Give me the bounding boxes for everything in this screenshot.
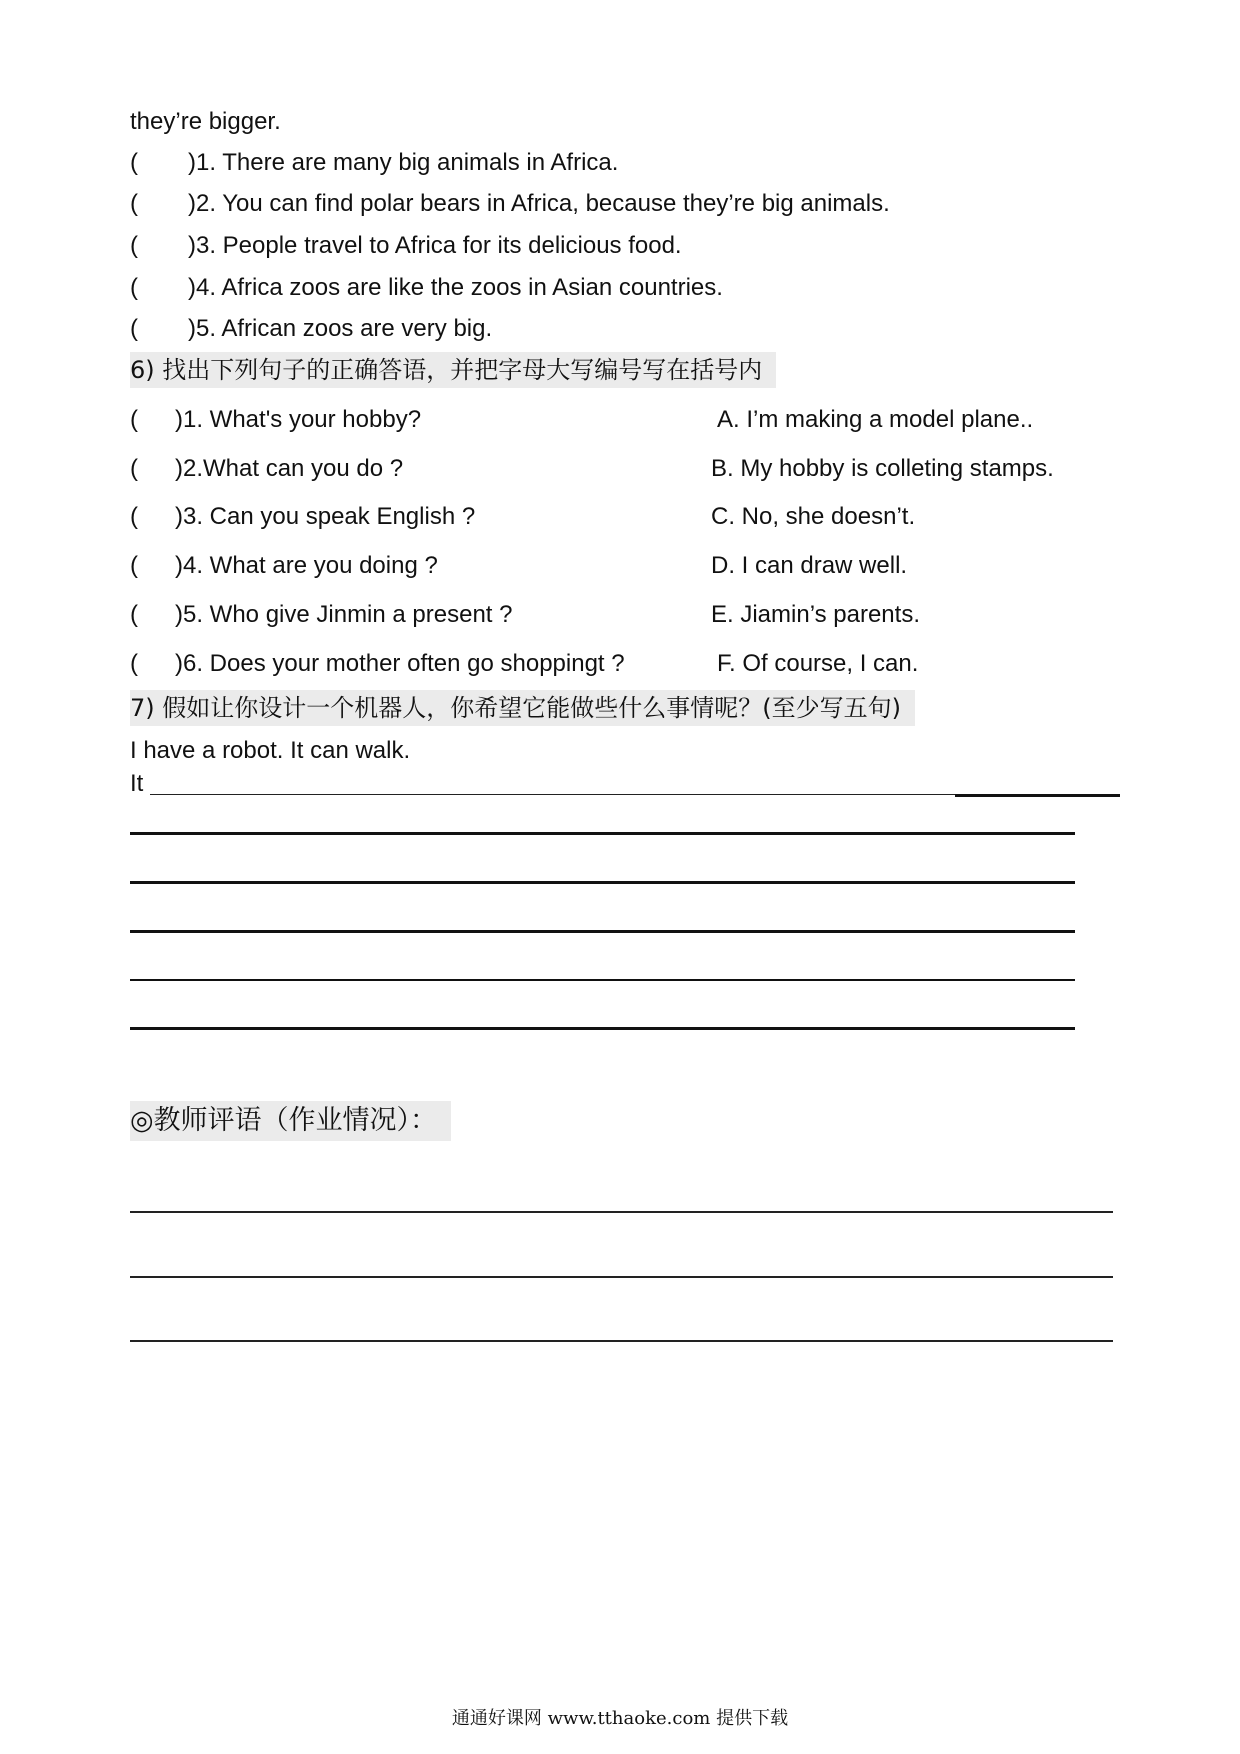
match-answer-f: F. Of course, I can. [717,650,919,677]
tf-question-1: )1. There are many big animals in Africa. [188,149,619,176]
match-answer-d: D. I can draw well. [711,552,908,579]
comment-line[interactable] [130,1211,1113,1213]
writing-line[interactable] [130,979,1075,981]
page-footer: 通通好课网 www.tthaoke.com 提供下载 [451,1708,789,1729]
answer-bracket[interactable]: ( [130,650,138,677]
tf-question-2: )2. You can find polar bears in Africa, because they’re big animals. [188,190,890,217]
writing-line[interactable] [130,832,1075,835]
section6-heading: 6) 找出下列句子的正确答语，并把字母大写编号写在括号内 [130,352,776,388]
match-question-3: )3. Can you speak English ? [175,503,476,530]
match-answer-e: E. Jiamin’s parents. [711,601,920,628]
answer-bracket[interactable]: ( [130,232,138,259]
answer-bracket[interactable]: ( [130,601,138,628]
passage-tail: they’re bigger. [130,108,281,135]
writing-line-first[interactable] [150,794,955,795]
match-question-6: )6. Does your mother often go shoppingt ? [175,650,625,677]
writing-starter: It [130,770,144,797]
writing-line[interactable] [130,1027,1075,1030]
answer-bracket[interactable]: ( [130,552,138,579]
match-question-4: )4. What are you doing ? [175,552,438,579]
match-answer-b: B. My hobby is colleting stamps. [711,455,1054,482]
comment-line[interactable] [130,1340,1113,1342]
answer-bracket[interactable]: ( [130,190,138,217]
match-answer-a: A. I’m making a model plane.. [717,406,1034,433]
writing-line[interactable] [130,881,1075,884]
answer-bracket[interactable]: ( [130,406,138,433]
match-question-2: )2.What can you do ? [175,455,404,482]
answer-bracket[interactable]: ( [130,315,138,342]
example-sentence: I have a robot. It can walk. [130,737,411,764]
match-question-1: )1. What's your hobby? [175,406,422,433]
answer-bracket[interactable]: ( [130,274,138,301]
tf-question-4: )4. Africa zoos are like the zoos in Asian countries. [188,274,723,301]
answer-bracket[interactable]: ( [130,503,138,530]
tf-question-5: )5. African zoos are very big. [188,315,493,342]
section7-heading: 7) 假如让你设计一个机器人，你希望它能做些什么事情呢？(至少写五句) [130,690,915,726]
answer-bracket[interactable]: ( [130,455,138,482]
comment-line[interactable] [130,1276,1113,1278]
writing-line[interactable] [130,930,1075,933]
answer-bracket[interactable]: ( [130,149,138,176]
match-question-5: )5. Who give Jinmin a present ? [175,601,513,628]
match-answer-c: C. No, she doesn’t. [711,503,916,530]
teacher-comment-heading: ◎教师评语（作业情况）： [130,1101,451,1141]
writing-line-first-extension [955,794,1120,797]
tf-question-3: )3. People travel to Africa for its delicious food. [188,232,682,259]
